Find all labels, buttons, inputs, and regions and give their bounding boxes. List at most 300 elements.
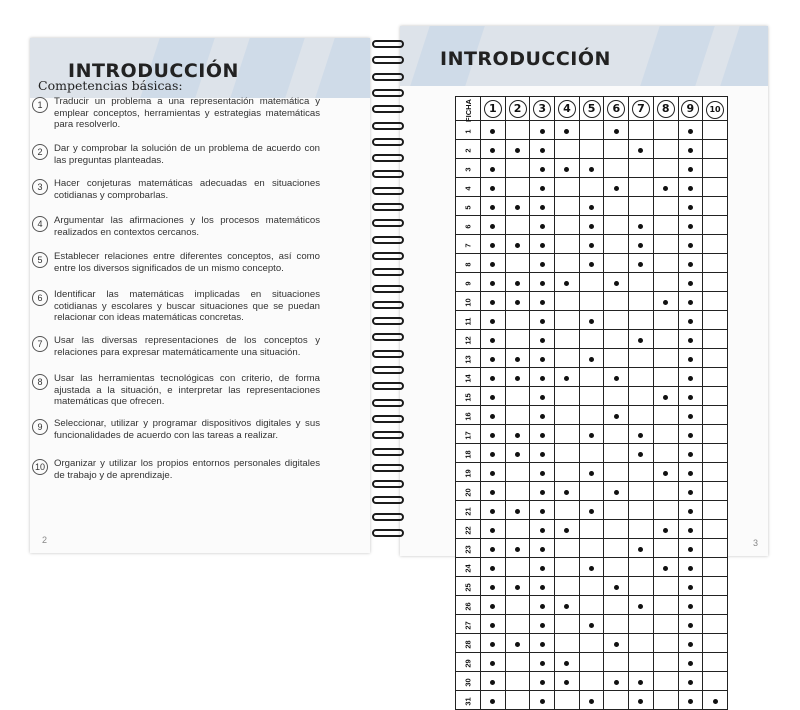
table-row xyxy=(456,178,728,197)
dot-mark xyxy=(688,661,693,666)
mark-cell xyxy=(579,425,604,444)
mark-cell xyxy=(653,311,678,330)
column-header xyxy=(579,97,604,121)
mark-cell xyxy=(703,596,728,615)
header-stripe xyxy=(720,26,768,86)
dot-mark xyxy=(589,699,594,704)
mark-cell xyxy=(629,368,654,387)
mark-cell xyxy=(579,349,604,368)
mark-cell xyxy=(604,159,629,178)
mark-cell xyxy=(530,159,555,178)
mark-cell xyxy=(653,577,678,596)
mark-cell xyxy=(653,672,678,691)
mark-cell xyxy=(579,691,604,710)
table-row xyxy=(456,425,728,444)
dot-mark xyxy=(490,357,495,362)
dot-mark xyxy=(540,623,545,628)
table-row xyxy=(456,311,728,330)
table-row xyxy=(456,159,728,178)
dot-mark xyxy=(515,357,520,362)
mark-cell xyxy=(678,539,703,558)
dot-mark xyxy=(663,395,668,400)
spiral-coil xyxy=(372,496,404,504)
ficha-cell xyxy=(456,254,481,273)
mark-cell xyxy=(530,653,555,672)
mark-cell xyxy=(481,444,506,463)
competencia-number: 8 xyxy=(32,374,48,390)
dot-mark xyxy=(490,376,495,381)
dot-mark xyxy=(589,319,594,324)
ficha-cell xyxy=(456,558,481,577)
dot-mark xyxy=(688,547,693,552)
mark-cell xyxy=(604,387,629,406)
mark-cell xyxy=(604,273,629,292)
mark-cell xyxy=(629,596,654,615)
table-row xyxy=(456,292,728,311)
dot-mark xyxy=(490,566,495,571)
mark-cell xyxy=(653,406,678,425)
spiral-coil xyxy=(372,187,404,195)
dot-mark xyxy=(688,319,693,324)
mark-cell xyxy=(505,387,530,406)
table-row xyxy=(456,387,728,406)
table-row xyxy=(456,634,728,653)
ficha-cell xyxy=(456,349,481,368)
ficha-number: 14 xyxy=(463,374,473,383)
mark-cell xyxy=(629,615,654,634)
dot-mark xyxy=(663,566,668,571)
mark-cell xyxy=(653,140,678,159)
table-row xyxy=(456,330,728,349)
mark-cell xyxy=(579,368,604,387)
mark-cell xyxy=(530,463,555,482)
mark-cell xyxy=(629,349,654,368)
mark-cell xyxy=(481,368,506,387)
spiral-coil xyxy=(372,122,404,130)
table-row xyxy=(456,615,728,634)
mark-cell xyxy=(604,406,629,425)
table-row xyxy=(456,463,728,482)
mark-cell xyxy=(579,482,604,501)
mark-cell xyxy=(653,197,678,216)
mark-cell xyxy=(604,121,629,140)
dot-mark xyxy=(614,414,619,419)
mark-cell xyxy=(555,539,580,558)
mark-cell xyxy=(579,577,604,596)
dot-mark xyxy=(589,243,594,248)
mark-cell xyxy=(629,482,654,501)
mark-cell xyxy=(481,330,506,349)
mark-cell xyxy=(530,330,555,349)
ficha-cell xyxy=(456,235,481,254)
mark-cell xyxy=(555,140,580,159)
mark-cell xyxy=(579,121,604,140)
page-number: 2 xyxy=(42,535,48,545)
mark-cell xyxy=(555,387,580,406)
mark-cell xyxy=(481,273,506,292)
dot-mark xyxy=(490,129,495,134)
table-row xyxy=(456,482,728,501)
dot-mark xyxy=(490,262,495,267)
mark-cell xyxy=(629,121,654,140)
mark-cell xyxy=(505,140,530,159)
mark-cell xyxy=(678,387,703,406)
ficha-number: 3 xyxy=(463,167,473,172)
mark-cell xyxy=(555,425,580,444)
mark-cell xyxy=(703,501,728,520)
mark-cell xyxy=(530,178,555,197)
spiral-coil xyxy=(372,138,404,146)
dot-mark xyxy=(614,281,619,286)
mark-cell xyxy=(555,672,580,691)
mark-cell xyxy=(629,159,654,178)
dot-mark xyxy=(540,205,545,210)
mark-cell xyxy=(481,634,506,653)
ficha-cell xyxy=(456,672,481,691)
dot-mark xyxy=(638,148,643,153)
column-number: 7 xyxy=(632,100,650,118)
mark-cell xyxy=(505,577,530,596)
mark-cell xyxy=(703,178,728,197)
mark-cell xyxy=(629,577,654,596)
dot-mark xyxy=(515,243,520,248)
mark-cell xyxy=(653,634,678,653)
column-header xyxy=(703,97,728,121)
dot-mark xyxy=(638,224,643,229)
mark-cell xyxy=(653,444,678,463)
dot-mark xyxy=(638,547,643,552)
dot-mark xyxy=(688,262,693,267)
dot-mark xyxy=(490,243,495,248)
dot-mark xyxy=(515,547,520,552)
mark-cell xyxy=(629,273,654,292)
spiral-coil xyxy=(372,219,404,227)
mark-cell xyxy=(505,159,530,178)
competencia-text: Usar las diversas representaciones de los conceptos y relaciones para expresar matemáticamente una situación. xyxy=(54,335,320,358)
mark-cell xyxy=(579,197,604,216)
ficha-number: 5 xyxy=(463,205,473,210)
dot-mark xyxy=(589,167,594,172)
dot-mark xyxy=(688,566,693,571)
spiral-coil xyxy=(372,203,404,211)
ficha-number: 16 xyxy=(463,412,473,421)
mark-cell xyxy=(481,463,506,482)
ficha-number: 9 xyxy=(463,281,473,286)
mark-cell xyxy=(579,653,604,672)
table-row xyxy=(456,596,728,615)
page-title: INTRODUCCIÓN xyxy=(68,60,239,82)
dot-mark xyxy=(515,585,520,590)
dot-mark xyxy=(490,395,495,400)
ficha-cell xyxy=(456,615,481,634)
column-number: 4 xyxy=(558,100,576,118)
mark-cell xyxy=(678,235,703,254)
dot-mark xyxy=(589,357,594,362)
dot-mark xyxy=(540,433,545,438)
competencia-number: 9 xyxy=(32,419,48,435)
mark-cell xyxy=(703,520,728,539)
ficha-cell xyxy=(456,387,481,406)
dot-mark xyxy=(614,585,619,590)
mark-cell xyxy=(604,140,629,159)
competencias-grid xyxy=(455,96,728,710)
competencia-text: Argumentar las afirmaciones y los procesos matemáticos realizados en contextos cercanos. xyxy=(54,215,320,238)
mark-cell xyxy=(653,387,678,406)
mark-cell xyxy=(579,672,604,691)
mark-cell xyxy=(530,501,555,520)
mark-cell xyxy=(653,349,678,368)
mark-cell xyxy=(505,216,530,235)
dot-mark xyxy=(688,338,693,343)
mark-cell xyxy=(530,615,555,634)
dot-mark xyxy=(540,281,545,286)
dot-mark xyxy=(490,452,495,457)
table-row xyxy=(456,539,728,558)
dot-mark xyxy=(540,338,545,343)
mark-cell xyxy=(678,121,703,140)
ficha-number: 24 xyxy=(463,564,473,573)
dot-mark xyxy=(638,699,643,704)
dot-mark xyxy=(540,300,545,305)
ficha-cell xyxy=(456,406,481,425)
column-number: 3 xyxy=(533,100,551,118)
mark-cell xyxy=(604,501,629,520)
dot-mark xyxy=(638,262,643,267)
ficha-number: 18 xyxy=(463,450,473,459)
ficha-number: 11 xyxy=(463,317,473,326)
dot-mark xyxy=(688,585,693,590)
spiral-coil xyxy=(372,464,404,472)
dot-mark xyxy=(589,509,594,514)
column-header xyxy=(653,97,678,121)
spiral-coil xyxy=(372,170,404,178)
mark-cell xyxy=(604,254,629,273)
spiral-coil xyxy=(372,285,404,293)
spiral-coil xyxy=(372,366,404,374)
mark-cell xyxy=(481,482,506,501)
ficha-number: 12 xyxy=(463,336,473,345)
mark-cell xyxy=(505,235,530,254)
mark-cell xyxy=(678,615,703,634)
dot-mark xyxy=(564,376,569,381)
ficha-number: 28 xyxy=(463,640,473,649)
ficha-cell xyxy=(456,634,481,653)
mark-cell xyxy=(579,387,604,406)
dot-mark xyxy=(540,148,545,153)
mark-cell xyxy=(629,501,654,520)
dot-mark xyxy=(490,623,495,628)
mark-cell xyxy=(530,254,555,273)
mark-cell xyxy=(653,235,678,254)
mark-cell xyxy=(703,558,728,577)
mark-cell xyxy=(555,235,580,254)
mark-cell xyxy=(505,311,530,330)
column-number: 5 xyxy=(583,100,601,118)
column-header xyxy=(678,97,703,121)
mark-cell xyxy=(481,520,506,539)
dot-mark xyxy=(589,471,594,476)
mark-cell xyxy=(678,558,703,577)
mark-cell xyxy=(604,330,629,349)
mark-cell xyxy=(555,292,580,311)
mark-cell xyxy=(629,292,654,311)
mark-cell xyxy=(703,406,728,425)
mark-cell xyxy=(703,463,728,482)
dot-mark xyxy=(490,642,495,647)
dot-mark xyxy=(688,528,693,533)
mark-cell xyxy=(678,653,703,672)
ficha-cell xyxy=(456,520,481,539)
column-header xyxy=(530,97,555,121)
mark-cell xyxy=(481,387,506,406)
ficha-number: 4 xyxy=(463,186,473,191)
mark-cell xyxy=(678,254,703,273)
dot-mark xyxy=(540,509,545,514)
dot-mark xyxy=(688,414,693,419)
dot-mark xyxy=(688,433,693,438)
mark-cell xyxy=(579,406,604,425)
mark-cell xyxy=(678,596,703,615)
competencia-number: 2 xyxy=(32,144,48,160)
mark-cell xyxy=(678,463,703,482)
table-row xyxy=(456,444,728,463)
mark-cell xyxy=(653,520,678,539)
competencia-number: 4 xyxy=(32,216,48,232)
ficha-cell xyxy=(456,501,481,520)
ficha-cell xyxy=(456,482,481,501)
dot-mark xyxy=(688,129,693,134)
mark-cell xyxy=(703,292,728,311)
mark-cell xyxy=(678,178,703,197)
mark-cell xyxy=(481,691,506,710)
dot-mark xyxy=(663,528,668,533)
mark-cell xyxy=(555,216,580,235)
mark-cell xyxy=(481,140,506,159)
spiral-coil xyxy=(372,89,404,97)
dot-mark xyxy=(688,243,693,248)
column-number: 10 xyxy=(706,101,724,119)
dot-mark xyxy=(515,376,520,381)
mark-cell xyxy=(505,349,530,368)
mark-cell xyxy=(579,520,604,539)
ficha-cell xyxy=(456,539,481,558)
dot-mark xyxy=(540,376,545,381)
spiral-coil xyxy=(372,105,404,113)
mark-cell xyxy=(505,121,530,140)
mark-cell xyxy=(629,691,654,710)
dot-mark xyxy=(490,528,495,533)
dot-mark xyxy=(564,661,569,666)
mark-cell xyxy=(653,178,678,197)
mark-cell xyxy=(629,197,654,216)
dot-mark xyxy=(688,281,693,286)
page-title: INTRODUCCIÓN xyxy=(440,48,611,70)
competencia-text: Hacer conjeturas matemáticas adecuadas en situaciones cotidianas y comprobarlas. xyxy=(54,178,320,201)
mark-cell xyxy=(653,330,678,349)
mark-cell xyxy=(579,292,604,311)
column-number: 6 xyxy=(607,100,625,118)
mark-cell xyxy=(629,254,654,273)
mark-cell xyxy=(629,520,654,539)
mark-cell xyxy=(703,634,728,653)
mark-cell xyxy=(678,444,703,463)
dot-mark xyxy=(688,699,693,704)
mark-cell xyxy=(703,672,728,691)
competencia-text: Establecer relaciones entre diferentes conceptos, así como entre los diversos significados de un mismo concepto. xyxy=(54,251,320,274)
ficha-number: 1 xyxy=(463,129,473,134)
mark-cell xyxy=(653,425,678,444)
spiral-coil xyxy=(372,333,404,341)
mark-cell xyxy=(555,197,580,216)
mark-cell xyxy=(703,577,728,596)
ficha-number: 25 xyxy=(463,583,473,592)
dot-mark xyxy=(688,224,693,229)
dot-mark xyxy=(614,490,619,495)
mark-cell xyxy=(703,140,728,159)
mark-cell xyxy=(530,577,555,596)
dot-mark xyxy=(540,243,545,248)
mark-cell xyxy=(579,463,604,482)
dot-mark xyxy=(540,414,545,419)
dot-mark xyxy=(515,148,520,153)
mark-cell xyxy=(481,349,506,368)
table-row xyxy=(456,558,728,577)
ficha-cell xyxy=(456,178,481,197)
mark-cell xyxy=(579,539,604,558)
mark-cell xyxy=(629,330,654,349)
mark-cell xyxy=(653,501,678,520)
mark-cell xyxy=(481,178,506,197)
mark-cell xyxy=(579,634,604,653)
column-header xyxy=(505,97,530,121)
mark-cell xyxy=(653,292,678,311)
competencia-text: Usar las herramientas tecnológicas con criterio, de forma ajustada a la situación, e interpretar las representaciones matemáticas que ofrecen. xyxy=(54,373,320,407)
mark-cell xyxy=(629,387,654,406)
dot-mark xyxy=(614,642,619,647)
column-header xyxy=(555,97,580,121)
ficha-cell xyxy=(456,159,481,178)
mark-cell xyxy=(505,558,530,577)
ficha-number: 8 xyxy=(463,262,473,267)
mark-cell xyxy=(530,216,555,235)
mark-cell xyxy=(555,444,580,463)
mark-cell xyxy=(678,672,703,691)
mark-cell xyxy=(555,653,580,672)
dot-mark xyxy=(540,661,545,666)
header-stripe xyxy=(315,38,370,98)
mark-cell xyxy=(481,121,506,140)
dot-mark xyxy=(589,205,594,210)
dot-mark xyxy=(564,167,569,172)
mark-cell xyxy=(555,159,580,178)
dot-mark xyxy=(688,452,693,457)
dot-mark xyxy=(515,205,520,210)
mark-cell xyxy=(703,368,728,387)
dot-mark xyxy=(688,148,693,153)
dot-mark xyxy=(688,509,693,514)
mark-cell xyxy=(481,615,506,634)
spiral-coil xyxy=(372,480,404,488)
dot-mark xyxy=(490,509,495,514)
mark-cell xyxy=(629,444,654,463)
mark-cell xyxy=(703,425,728,444)
dot-mark xyxy=(540,528,545,533)
ficha-number: 19 xyxy=(463,469,473,478)
mark-cell xyxy=(703,482,728,501)
mark-cell xyxy=(579,615,604,634)
ficha-cell xyxy=(456,330,481,349)
competencia-number: 10 xyxy=(32,459,48,475)
